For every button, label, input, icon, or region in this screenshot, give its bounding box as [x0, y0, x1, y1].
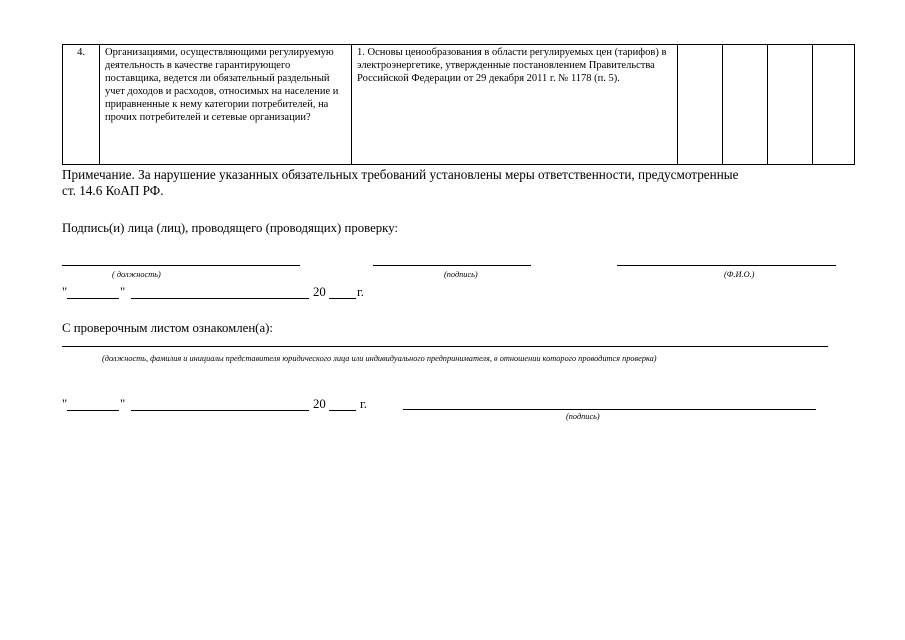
- acq-signature-line[interactable]: [403, 409, 816, 410]
- date-quote-open: ": [62, 285, 68, 299]
- acq-date-month-line[interactable]: [131, 410, 309, 411]
- acquainted-heading: С проверочным листом ознакомлен(а):: [62, 321, 273, 335]
- caption-representative: (должность, фамилия и инициалы представителя юридического лица или индивидуального предпринимателя, в отношении которого проводится проверка): [102, 354, 657, 363]
- note-line-1: Примечание. За нарушение указанных обязательных требований установлены меры ответственности, предусмотренные: [62, 167, 739, 182]
- inspector-position-line[interactable]: [62, 265, 300, 266]
- caption-position: ( должность): [112, 270, 161, 279]
- table-row: [63, 45, 855, 165]
- checklist-table: [62, 44, 855, 165]
- answer-yes-cell[interactable]: [678, 45, 723, 165]
- date-month-line[interactable]: [131, 298, 309, 299]
- note-line-2: ст. 14.6 КоАП РФ.: [62, 183, 164, 198]
- acq-date-year-prefix: 20: [313, 397, 326, 411]
- acq-date-quote-open: ": [62, 397, 68, 411]
- date-day-line[interactable]: [67, 298, 119, 299]
- acq-date-year-suffix: г.: [360, 397, 368, 411]
- inspector-signature-line[interactable]: [373, 265, 531, 266]
- date-year-suffix: г.: [357, 285, 365, 299]
- answer-no-cell[interactable]: [723, 45, 768, 165]
- row-number: 4.: [63, 45, 100, 165]
- inspector-heading: Подпись(и) лица (лиц), проводящего (проводящих) проверку:: [62, 221, 398, 235]
- date-quote-close: ": [120, 285, 126, 299]
- acq-date-quote-close: ": [120, 397, 126, 411]
- caption-name: (Ф.И.О.): [724, 270, 755, 279]
- answer-na-cell[interactable]: [768, 45, 813, 165]
- inspector-name-line[interactable]: [617, 265, 836, 266]
- acq-date-day-line[interactable]: [67, 410, 119, 411]
- acq-date-year-line[interactable]: [329, 410, 356, 411]
- caption-signature: (подпись): [444, 270, 478, 279]
- comment-cell[interactable]: [813, 45, 855, 165]
- representative-line[interactable]: [62, 346, 828, 347]
- date-year-line[interactable]: [329, 298, 356, 299]
- date-year-prefix: 20: [313, 285, 326, 299]
- row-requisites: 1. Основы ценообразования в области регулируемых цен (тарифов) в электроэнергетике, утвержденные постановлением Правительства Российской Федерации от 29 декабря 2011 г. № 1178 (п. 5).: [352, 45, 678, 165]
- acq-caption-signature: (подпись): [566, 412, 600, 421]
- row-question: Организациями, осуществляющими регулируемую деятельность в качестве гарантирующего поставщика, ведется ли обязательный раздельный учет доходов и расходов, относимых на население и приравненные к нему категории потребителей, на прочих потребителей и сетевые организации?: [100, 45, 352, 165]
